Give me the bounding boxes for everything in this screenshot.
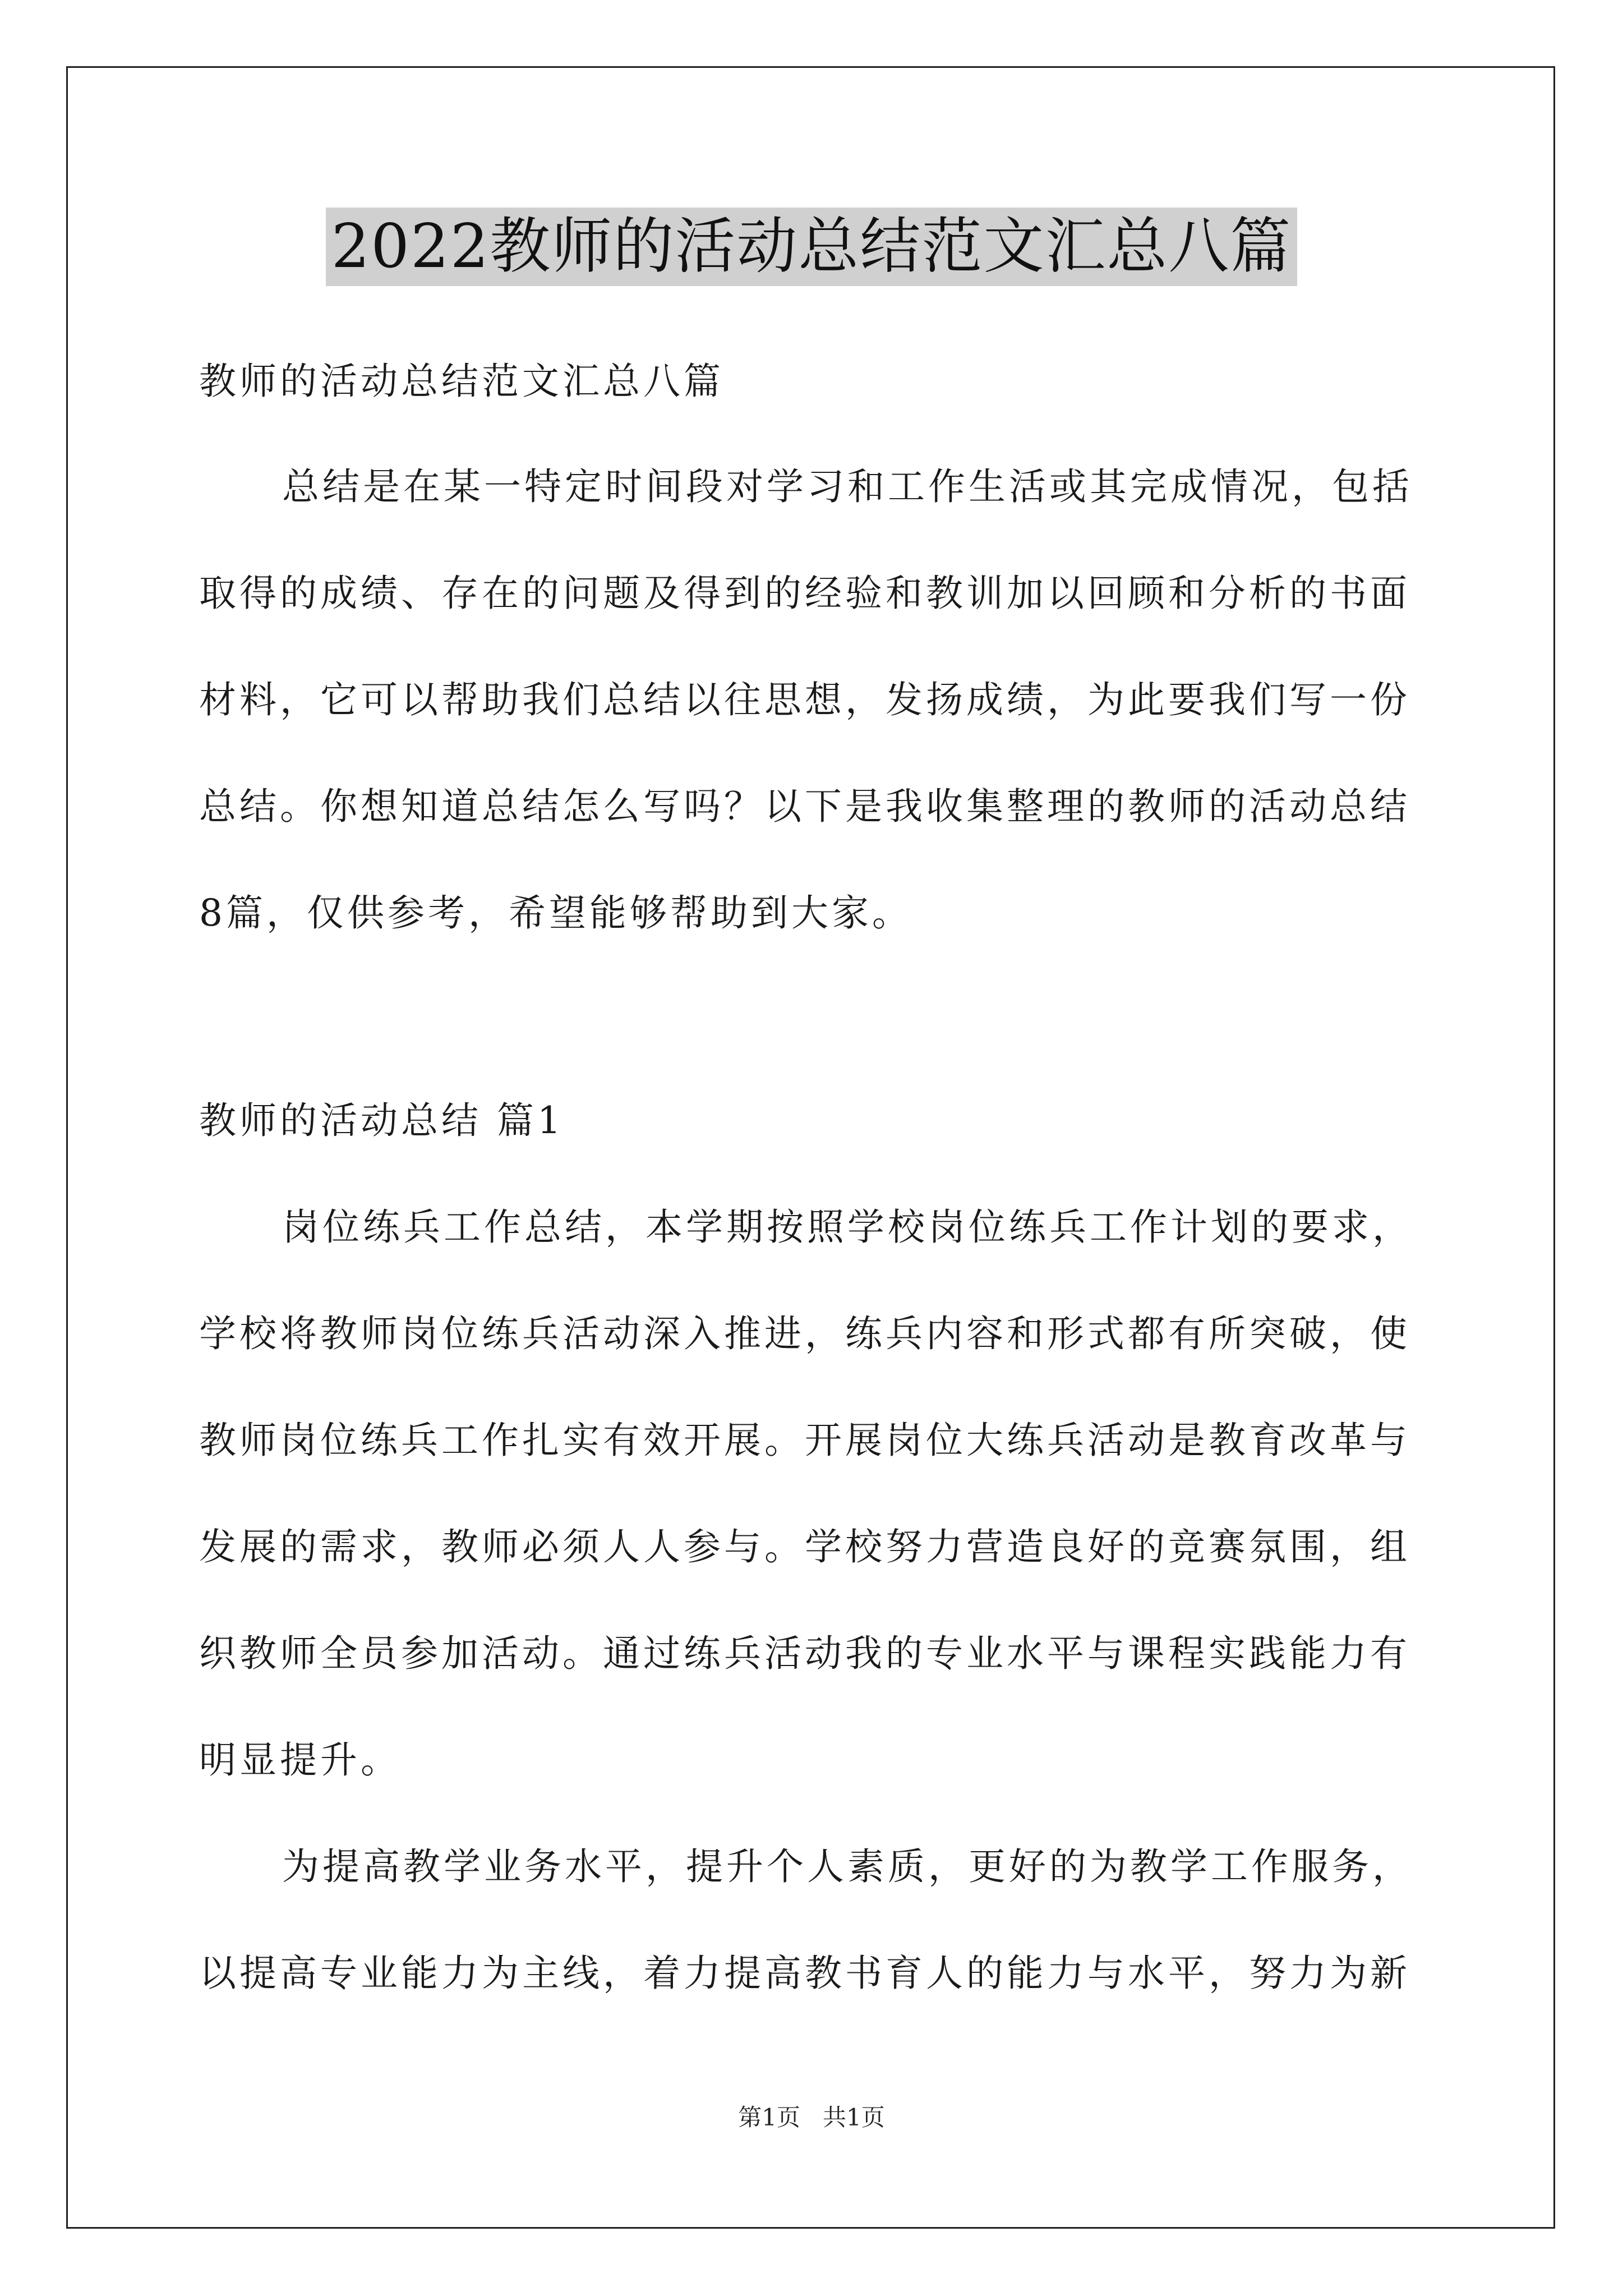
intro-line: 取得的成绩、存在的问题及得到的经验和教训加以回顾和分析的书面 (199, 572, 1410, 615)
section1-para1-line: 织教师全员参加活动。通过练兵活动我的专业水平与课程实践能力有 (199, 1632, 1410, 1675)
intro-line: 材料，它可以帮助我们总结以往思想，发扬成绩，为此要我们写一份 (199, 678, 1410, 721)
section1-para1-line: 明显提升。 (199, 1738, 401, 1782)
document-subtitle: 教师的活动总结范文汇总八篇 (199, 360, 724, 403)
section1-para1-line: 岗位练兵工作总结，本学期按照学校岗位练兵工作计划的要求， (282, 1205, 1413, 1249)
section1-para1-line: 发展的需求，教师必须人人参与。学校努力营造良好的竞赛氛围，组 (199, 1525, 1410, 1568)
section-heading: 教师的活动总结 篇1 (199, 1099, 564, 1142)
document-title: 2022教师的活动总结范文汇总八篇 (326, 208, 1298, 286)
title-container (0, 208, 1623, 286)
section1-para2-line: 为提高教学业务水平，提升个人素质，更好的为教学工作服务， (282, 1845, 1413, 1888)
page-footer: 第1页 共1页 (738, 2104, 885, 2131)
intro-line: 总结是在某一特定时间段对学习和工作生活或其完成情况，包括 (282, 465, 1413, 508)
intro-line: 总结。你想知道总结怎么写吗？以下是我收集整理的教师的活动总结 (199, 785, 1410, 828)
section1-para1-line: 学校将教师岗位练兵活动深入推进，练兵内容和形式都有所突破，使 (199, 1312, 1410, 1355)
intro-line: 8篇，仅供参考，希望能够帮助到大家。 (199, 891, 912, 935)
section1-para1-line: 教师岗位练兵工作扎实有效开展。开展岗位大练兵活动是教育改革与 (199, 1419, 1410, 1462)
section1-para2-line: 以提高专业能力为主线，着力提高教书育人的能力与水平，努力为新 (199, 1952, 1410, 1995)
